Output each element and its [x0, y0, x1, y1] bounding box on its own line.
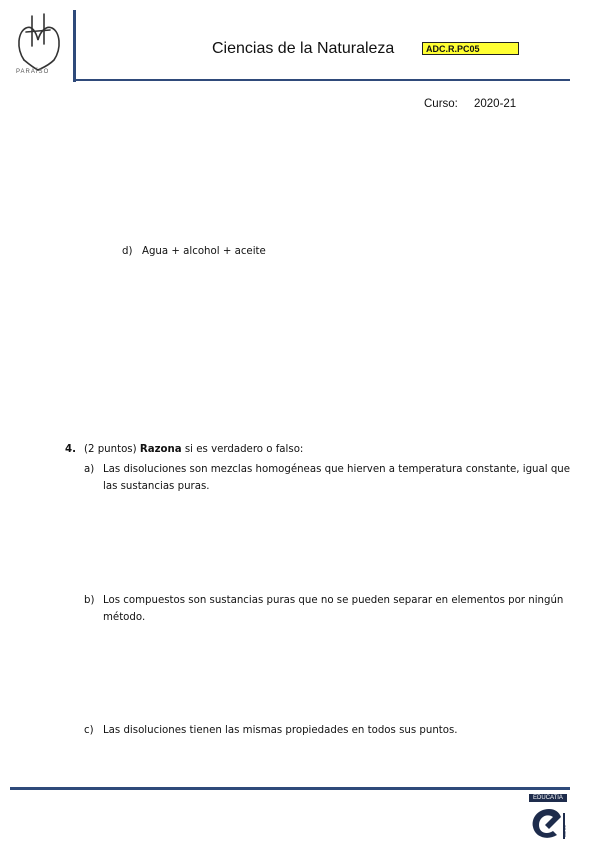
list-item-d: [122, 246, 266, 257]
item-marker: d): [122, 246, 133, 257]
question-item-b: [84, 592, 574, 626]
course-value: 2020-21: [474, 98, 517, 110]
subject-title: Ciencias de la Naturaleza: [212, 40, 395, 57]
item-marker: a): [84, 464, 95, 475]
item-marker: b): [84, 595, 95, 606]
question-number: 4.: [65, 444, 76, 455]
question-4-heading: [65, 444, 303, 455]
item-text: Las disoluciones son mezclas homogéneas que hierven a temperatura constante, igual que las sustancias puras.: [103, 464, 571, 492]
question-points: (2 puntos): [84, 444, 137, 455]
question-prompt: si es verdadero o falso:: [184, 444, 304, 455]
logo-caption: PARAÍSO: [16, 69, 50, 75]
logo-iso-text: ISO 9001: [563, 825, 567, 838]
document-code: ADC.R.PC05: [422, 42, 519, 55]
item-text: Los compuestos son sustancias puras que no se pueden separar en elementos por ningún método.: [103, 595, 564, 623]
question-item-a: [84, 461, 574, 495]
item-marker: c): [84, 725, 94, 736]
item-text: Agua + alcohol + aceite: [142, 246, 266, 257]
educatia-label: EDUCATIA: [529, 794, 567, 802]
question-keyword: Razona: [139, 444, 182, 455]
header-vertical-bar: [73, 10, 76, 82]
header-rule: [73, 79, 570, 81]
course-label: Curso:: [424, 98, 458, 110]
item-text: Las disoluciones tienen las mismas propiedades en todos sus puntos.: [103, 725, 458, 736]
school-logo: [14, 10, 66, 78]
footer-rule: [10, 787, 570, 790]
question-item-c: [84, 722, 574, 739]
